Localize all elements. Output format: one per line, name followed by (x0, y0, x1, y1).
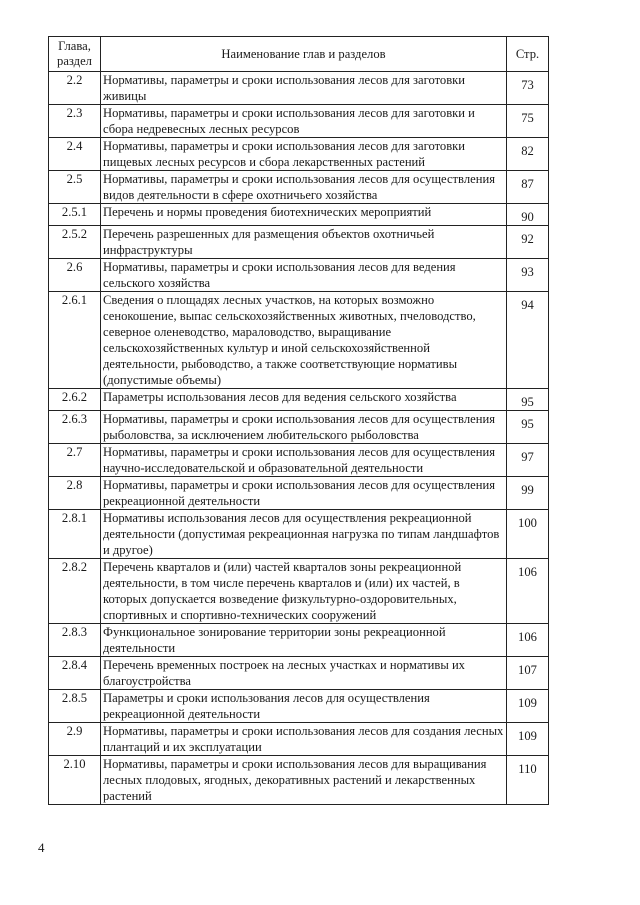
section-title: Нормативы, параметры и сроки использования лесов для заготовки пищевых лесных ресурсов и сбора лекарственных растений (101, 138, 507, 171)
section-title: Перечень кварталов и (или) частей кварталов зоны рекреационной деятельности, в том числе перечень кварталов и (или) их частей, в которых допускается возведение физкультурно-оздоровительных, спортивных и спортивно-технических сооружений (101, 559, 507, 624)
section-title: Параметры использования лесов для ведения сельского хозяйства (101, 389, 507, 411)
section-page: 107 (507, 657, 549, 690)
section-title: Перечень разрешенных для размещения объектов охотничьей инфраструктуры (101, 226, 507, 259)
table-row (49, 690, 549, 723)
section-number: 2.8.4 (49, 657, 101, 690)
header-title: Наименование глав и разделов (101, 37, 507, 72)
toc-body (49, 72, 549, 805)
table-row (49, 171, 549, 204)
section-number: 2.6 (49, 259, 101, 292)
section-title: Нормативы, параметры и сроки использования лесов для заготовки и сбора недревесных лесных ресурсов (101, 105, 507, 138)
section-title: Нормативы, параметры и сроки использования лесов для осуществления научно-исследовательской и образовательной деятельности (101, 444, 507, 477)
section-number: 2.9 (49, 723, 101, 756)
table-row (49, 138, 549, 171)
table-row (49, 259, 549, 292)
section-number: 2.7 (49, 444, 101, 477)
section-page: 92 (507, 226, 549, 259)
section-number: 2.8.5 (49, 690, 101, 723)
section-title: Нормативы, параметры и сроки использования лесов для создания лесных плантаций и их эксплуатации (101, 723, 507, 756)
table-of-contents (48, 36, 549, 805)
table-row (49, 657, 549, 690)
section-page: 94 (507, 292, 549, 389)
section-page: 100 (507, 510, 549, 559)
section-number: 2.10 (49, 756, 101, 805)
section-page: 99 (507, 477, 549, 510)
table-row (49, 292, 549, 389)
section-page: 93 (507, 259, 549, 292)
table-row (49, 624, 549, 657)
section-page: 106 (507, 624, 549, 657)
section-number: 2.8 (49, 477, 101, 510)
section-title: Сведения о площадях лесных участков, на которых возможно сенокошение, выпас сельскохозяйственных животных, пчеловодство, северное оленеводство, мараловодство, выращивание сельскохозяйственных культур и иной сельскохозяйственной деятельности, рыбоводство, а также соответствующие нормативы (допустимые объемы) (101, 292, 507, 389)
section-title: Нормативы использования лесов для осуществления рекреационной деятельности (допустимая рекреационная нагрузка по типам ландшафтов и другое) (101, 510, 507, 559)
section-page: 75 (507, 105, 549, 138)
section-number: 2.4 (49, 138, 101, 171)
section-page: 97 (507, 444, 549, 477)
section-page: 87 (507, 171, 549, 204)
section-title: Нормативы, параметры и сроки использования лесов для ведения сельского хозяйства (101, 259, 507, 292)
section-page: 109 (507, 690, 549, 723)
page-number: 4 (38, 840, 45, 855)
table-row (49, 444, 549, 477)
table-row (49, 226, 549, 259)
table-row (49, 411, 549, 444)
section-number: 2.6.3 (49, 411, 101, 444)
section-number: 2.5.1 (49, 204, 101, 226)
section-page: 82 (507, 138, 549, 171)
table-row (49, 72, 549, 105)
section-title: Перечень и нормы проведения биотехнических мероприятий (101, 204, 507, 226)
section-number: 2.2 (49, 72, 101, 105)
table-row (49, 510, 549, 559)
section-page: 95 (507, 389, 549, 411)
table-row (49, 559, 549, 624)
section-number: 2.8.2 (49, 559, 101, 624)
section-title: Нормативы, параметры и сроки использования лесов для осуществления рыболовства, за исключением любительского рыболовства (101, 411, 507, 444)
section-number: 2.8.3 (49, 624, 101, 657)
table-row (49, 105, 549, 138)
section-number: 2.8.1 (49, 510, 101, 559)
section-title: Функциональное зонирование территории зоны рекреационной деятельности (101, 624, 507, 657)
section-page: 90 (507, 204, 549, 226)
header-row (49, 37, 549, 72)
table-row (49, 756, 549, 805)
section-title: Параметры и сроки использования лесов для осуществления рекреационной деятельности (101, 690, 507, 723)
header-chapter: Глава, раздел (49, 37, 101, 72)
section-page: 110 (507, 756, 549, 805)
table-row (49, 204, 549, 226)
section-title: Нормативы, параметры и сроки использования лесов для выращивания лесных плодовых, ягодных, декоративных растений и лекарственных растений (101, 756, 507, 805)
section-title: Перечень временных построек на лесных участках и нормативы их благоустройства (101, 657, 507, 690)
section-title: Нормативы, параметры и сроки использования лесов для осуществления видов деятельности в сфере охотничьего хозяйства (101, 171, 507, 204)
section-page: 106 (507, 559, 549, 624)
section-number: 2.5.2 (49, 226, 101, 259)
section-title: Нормативы, параметры и сроки использования лесов для осуществления рекреационной деятельности (101, 477, 507, 510)
table-row (49, 723, 549, 756)
section-number: 2.6.2 (49, 389, 101, 411)
section-number: 2.6.1 (49, 292, 101, 389)
section-number: 2.5 (49, 171, 101, 204)
table-row (49, 477, 549, 510)
header-page: Стр. (507, 37, 549, 72)
section-number: 2.3 (49, 105, 101, 138)
section-title: Нормативы, параметры и сроки использования лесов для заготовки живицы (101, 72, 507, 105)
table-row (49, 389, 549, 411)
section-page: 73 (507, 72, 549, 105)
section-page: 109 (507, 723, 549, 756)
section-page: 95 (507, 411, 549, 444)
